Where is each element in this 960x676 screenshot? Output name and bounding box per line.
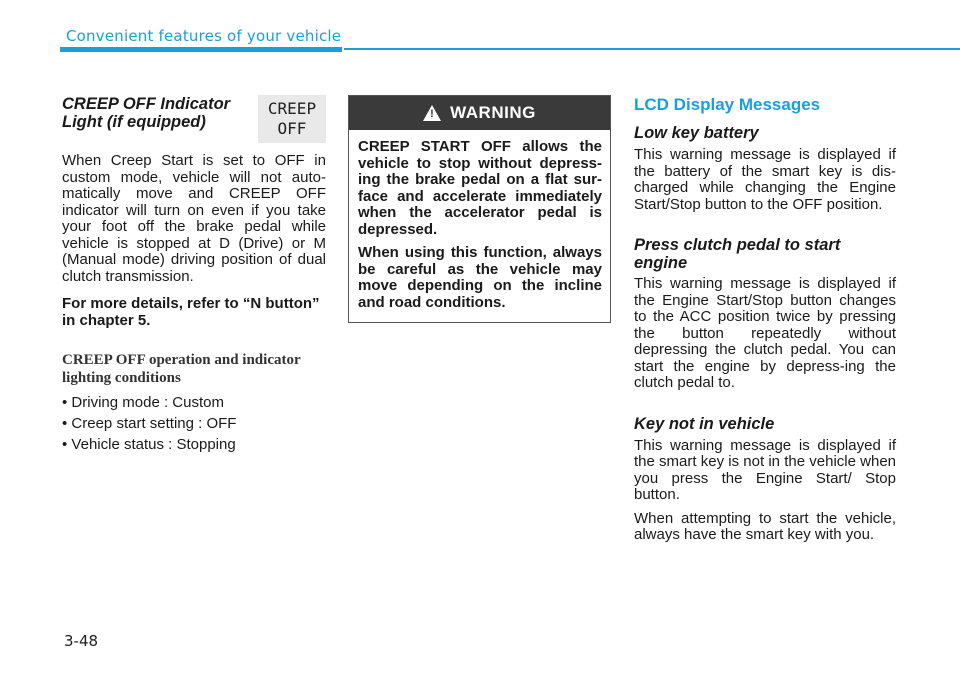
press-clutch-heading — [634, 236, 896, 272]
low-key-battery-text: This warning message is displayed if the battery of the smart key is dis-charged while changing the Engine Start/Stop button to the OFF position. — [634, 146, 896, 213]
press-clutch-heading-line1: Press clutch pedal to start — [634, 236, 841, 254]
bullet-creep-setting: • Creep start setting : OFF — [62, 415, 237, 432]
details-reference: For more details, refer to “N button” in chapter 5. — [62, 295, 320, 329]
left-column — [62, 95, 326, 458]
bullet-vehicle-status: • Vehicle status : Stopping — [62, 436, 236, 453]
right-column — [634, 95, 896, 554]
warning-header — [349, 96, 610, 130]
conditions-heading — [62, 351, 326, 387]
key-not-in-vehicle-heading: Key not in vehicle — [634, 414, 775, 433]
creep-heading-line1: CREEP OFF Indicator — [62, 95, 231, 113]
low-key-battery-heading: Low key battery — [634, 124, 759, 142]
press-clutch-heading-line2: engine — [634, 254, 688, 272]
conditions-heading-line2: lighting conditions — [62, 370, 181, 386]
indicator-text-line1: CREEP — [267, 99, 317, 118]
lcd-messages-heading: LCD Display Messages — [634, 95, 821, 114]
bullet-driving-mode: • Driving mode : Custom — [62, 394, 224, 411]
warning-triangle-icon: ! — [423, 105, 441, 121]
press-clutch-text: This warning message is displayed if the Engine Start/Stop button changes to the ACC position twice by pressing the button repeatedly without depressing the clutch pedal. You can start the engine by depress-ing the clutch pedal to. — [634, 275, 896, 391]
conditions-heading-line1: CREEP OFF operation and indicator — [62, 352, 301, 368]
page-number: 3-48 — [64, 632, 99, 650]
key-not-in-vehicle-advice: When attempting to start the vehicle, always have the smart key with you. — [634, 509, 896, 543]
creep-description: When Creep Start is set to OFF in custom mode, vehicle will not auto-matically move and CREEP OFF indicator will turn on even if you take your foot off the brake pedal while vehicle is stopped at D (Drive) or M (Manual mode) driving position of dual clutch transmission. — [62, 152, 326, 285]
warning-title: WARNING — [450, 103, 536, 122]
indicator-text-line2: OFF — [277, 119, 307, 138]
creep-heading — [62, 95, 252, 131]
warning-text-1: CREEP START OFF allows the vehicle to stop without depress-ing the brake pedal on a flat sur-face and accelerate immediately when the accelerator pedal is depressed. — [358, 138, 602, 238]
warning-text-2: When using this function, always be careful as the vehicle may move depending on the incline and road conditions. — [358, 244, 602, 311]
header-rule — [344, 48, 960, 50]
key-not-in-vehicle-text: This warning message is displayed if the smart key is not in the vehicle when you press the Engine Start/ Stop button. — [634, 436, 896, 503]
header-accent-bar — [60, 47, 342, 52]
warning-box — [348, 95, 611, 323]
creep-off-indicator-icon — [258, 95, 326, 143]
warning-body — [349, 130, 610, 311]
creep-heading-line2: Light (if equipped) — [62, 113, 206, 131]
section-title: Convenient features of your vehicle — [66, 27, 342, 45]
